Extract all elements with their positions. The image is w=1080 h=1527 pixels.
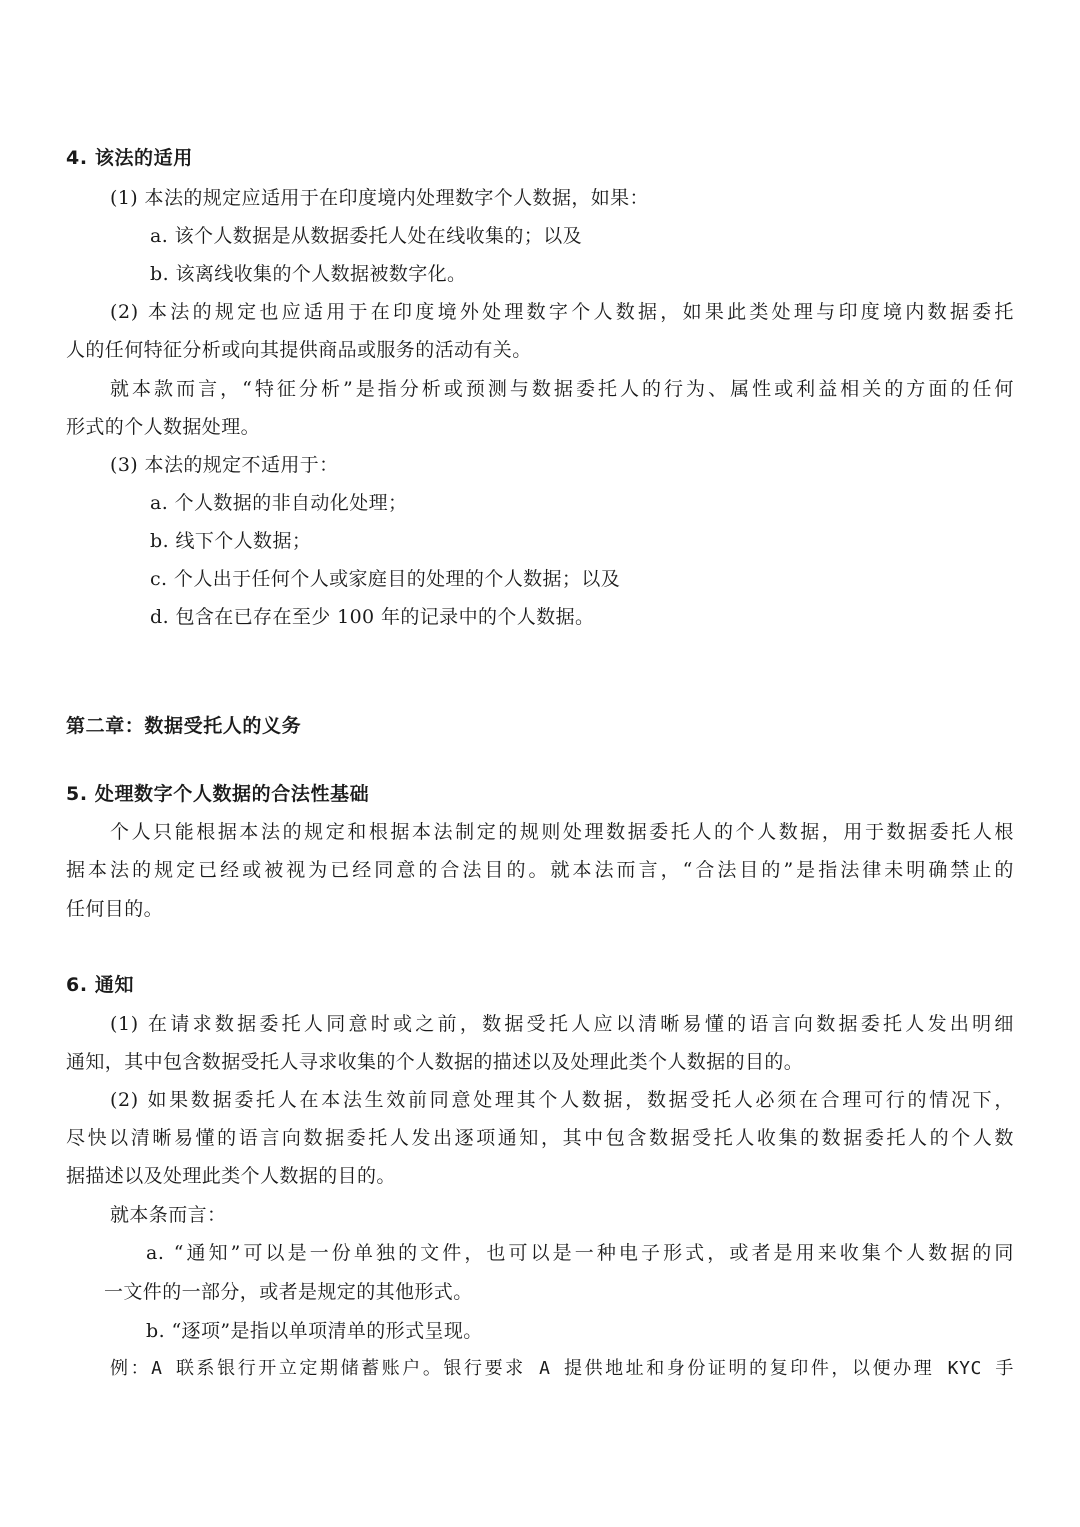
section-6-clause-2-line-3: 据描述以及处理此类个人数据的目的。 — [66, 1165, 396, 1187]
section-4-clause-3-item-c: c. 个人出于任何个人或家庭目的处理的个人数据；以及 — [150, 568, 621, 590]
section-4-clause-3-item-a: a. 个人数据的非自动化处理； — [150, 492, 408, 514]
section-4-clause-2-line-2: 人的任何特征分析或向其提供商品或服务的活动有关。 — [66, 339, 532, 361]
section-4-explanation-line-1: 就本款而言，“特征分析”是指分析或预测与数据委托人的行为、属性或利益相关的方面的任何 — [110, 378, 1014, 400]
section-4-clause-1-item-b: b. 该离线收集的个人数据被数字化。 — [150, 263, 467, 285]
section-4-clause-2-line-1: (2) 本法的规定也应适用于在印度境外处理数字个人数据，如果此类处理与印度境内数据委托 — [110, 301, 1014, 323]
section-4-title: 4. 该法的适用 — [66, 147, 193, 169]
section-4-clause-3-item-b: b. 线下个人数据； — [150, 530, 312, 552]
section-6-explanation: 就本条而言： — [110, 1204, 227, 1226]
section-4-clause-1-item-a: a. 该个人数据是从数据委托人处在线收集的；以及 — [150, 225, 583, 247]
section-5-line-2: 据本法的规定已经或被视为已经同意的合法目的。就本法而言，“合法目的”是指法律未明确禁止的 — [66, 859, 1014, 881]
section-4-clause-3: (3) 本法的规定不适用于： — [110, 454, 339, 476]
section-6-title: 6. 通知 — [66, 974, 135, 996]
section-6-clause-1-line-1: (1) 在请求数据委托人同意时或之前，数据受托人应以清晰易懂的语言向数据委托人发出明细 — [110, 1013, 1014, 1035]
section-6-item-a-line-2: 一文件的一部分，或者是规定的其他形式。 — [104, 1281, 473, 1303]
section-5-line-1: 个人只能根据本法的规定和根据本法制定的规则处理数据委托人的个人数据，用于数据委托人根 — [110, 821, 1014, 843]
section-6-example: 例：A 联系银行开立定期储蓄账户。银行要求 A 提供地址和身份证明的复印件，以便办理 KYC 手 — [110, 1358, 1014, 1379]
section-4-explanation-line-2: 形式的个人数据处理。 — [66, 416, 261, 438]
chapter-2-title: 第二章：数据受托人的义务 — [66, 715, 302, 737]
section-4-clause-3-item-d: d. 包含在已存在至少 100 年的记录中的个人数据。 — [150, 606, 595, 628]
section-5-line-3: 任何目的。 — [66, 898, 164, 920]
section-6-item-a-line-1: a. “通知”可以是一份单独的文件，也可以是一种电子形式，或者是用来收集个人数据的同 — [146, 1242, 1014, 1264]
section-6-clause-1-line-2: 通知，其中包含数据受托人寻求收集的个人数据的描述以及处理此类个人数据的目的。 — [66, 1051, 804, 1073]
section-4-clause-1: (1) 本法的规定应适用于在印度境内处理数字个人数据，如果： — [110, 187, 649, 209]
section-5-title: 5. 处理数字个人数据的合法性基础 — [66, 783, 370, 805]
section-6-item-b: b. “逐项”是指以单项清单的形式呈现。 — [146, 1320, 483, 1342]
section-6-clause-2-line-1: (2) 如果数据委托人在本法生效前同意处理其个人数据，数据受托人必须在合理可行的情况下， — [110, 1089, 1014, 1111]
section-6-clause-2-line-2: 尽快以清晰易懂的语言向数据委托人发出逐项通知，其中包含数据受托人收集的数据委托人的个人数 — [66, 1127, 1014, 1149]
